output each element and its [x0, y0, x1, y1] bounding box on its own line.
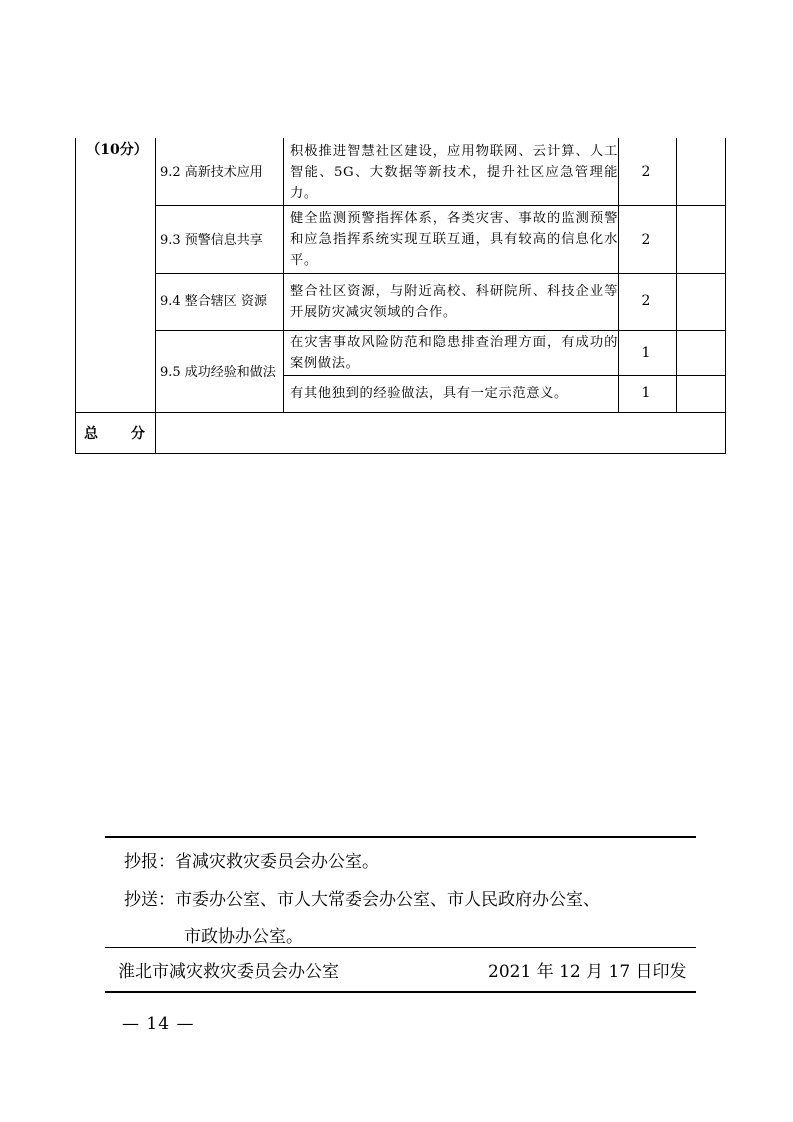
evaluation-table: [0, 0, 793, 460]
table-rule: [75, 412, 726, 413]
item-score: 1: [641, 345, 651, 361]
footer-rule-bottom: [105, 991, 696, 993]
footer-rule-middle: [105, 947, 696, 948]
item-label: 9.3 预警信息共享: [160, 233, 263, 248]
cc-send-line2: 市政协办公室。: [184, 927, 303, 947]
table-rule: [725, 138, 726, 454]
issuer: 淮北市减灾救灾委员会办公室: [118, 962, 339, 982]
total-label: 总 分: [84, 426, 159, 442]
item-score: 1: [641, 385, 651, 401]
item-label: 9.2 高新技术应用: [160, 165, 263, 180]
table-rule: [75, 453, 726, 454]
cc-send-line1: 抄送：市委办公室、市人大常委会办公室、市人民政府办公室、: [124, 890, 600, 910]
item-description: 积极推进智慧社区建设，应用物联网、云计算、人工智能、5G、大数据等新技术，提升社区应急管理能力。: [290, 144, 618, 201]
item-label: 9.5 成功经验和做法: [160, 365, 276, 380]
table-rule: [155, 138, 156, 454]
table-rule: [155, 273, 725, 274]
item-description: 在灾害事故风险防范和隐患排查治理方面，有成功的案例做法。: [290, 335, 618, 371]
item-score: 2: [641, 164, 651, 180]
item-description: 整合社区资源，与附近高校、科研院所、科技企业等开展防灾减灾领域的合作。: [290, 284, 618, 320]
table-rule: [676, 138, 677, 413]
footer-rule-top: [105, 836, 696, 838]
item-description: 有其他独到的经验做法，具有一定示范意义。: [290, 386, 568, 401]
table-rule: [283, 138, 284, 413]
category-label: （10分）: [86, 142, 148, 158]
cc-report: 抄报：省减灾救灾委员会办公室。: [124, 852, 379, 872]
issue-date: 2021 年 12 月 17 日印发: [488, 962, 687, 982]
item-score: 2: [641, 232, 651, 248]
item-label: 9.4 整合辖区 资源: [160, 294, 267, 309]
item-score: 2: [641, 293, 651, 309]
item-description: 健全监测预警指挥体系，各类灾害、事故的监测预警和应急指挥系统实现互联互通，具有较高的信息化水平。: [290, 211, 618, 268]
table-rule: [75, 138, 76, 454]
table-rule: [155, 330, 725, 331]
page-number: — 14 —: [122, 1014, 195, 1034]
table-rule: [283, 375, 725, 376]
table-rule: [155, 205, 725, 206]
